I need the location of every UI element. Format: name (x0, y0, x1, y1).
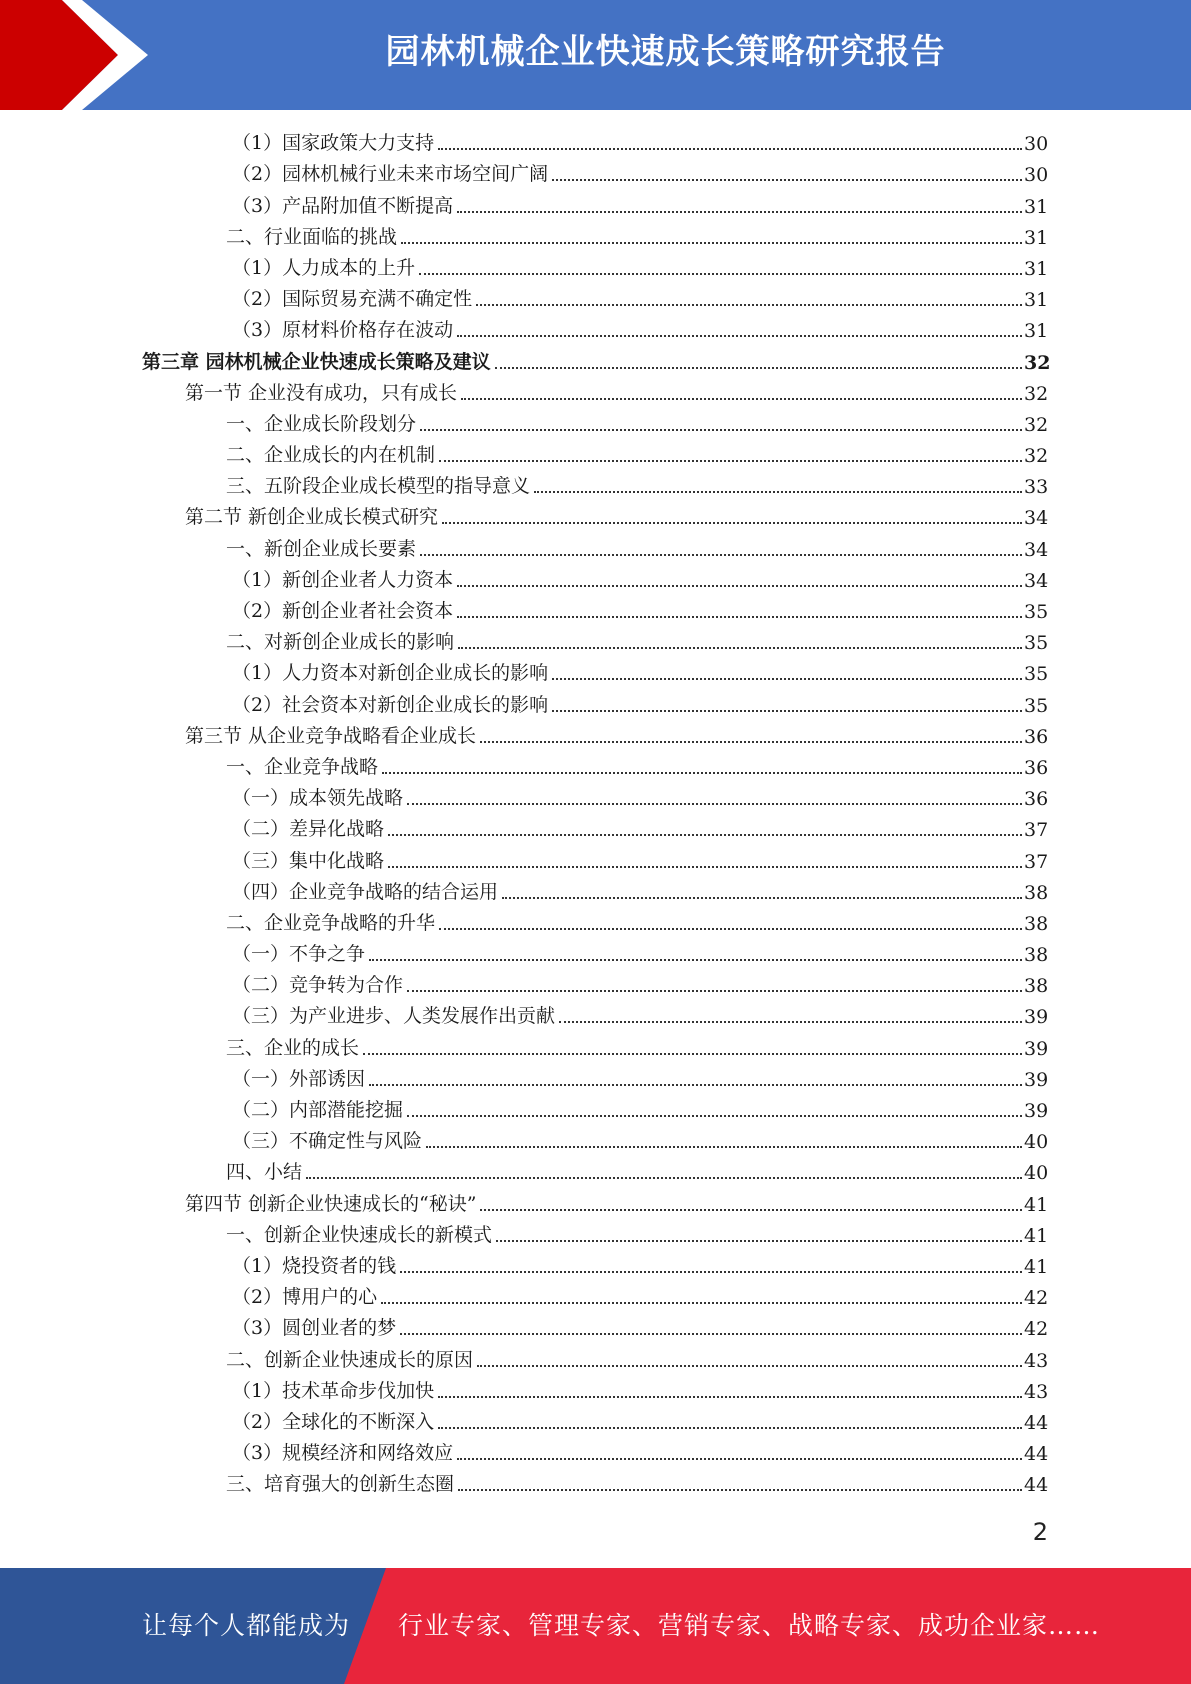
dot-leader (457, 335, 1022, 337)
toc-entry[interactable] (0, 409, 1191, 440)
toc-entry[interactable] (0, 1095, 1191, 1126)
toc-entry-title: （二）差异化战略 (232, 818, 385, 841)
toc-entry-title: （三）不确定性与风险 (232, 1130, 423, 1153)
toc-entry[interactable] (0, 1344, 1191, 1375)
dot-leader (477, 1365, 1022, 1367)
toc-entry-page: 36 (1024, 756, 1049, 779)
toc-entry-page: 32 (1024, 382, 1049, 405)
toc-entry-title: 第二节 新创企业成长模式研究 (185, 506, 439, 529)
toc-entry[interactable] (0, 1126, 1191, 1157)
dot-leader (400, 1271, 1022, 1273)
toc-entry[interactable] (0, 1188, 1191, 1219)
toc-entry[interactable] (0, 128, 1191, 159)
toc-entry-page: 32 (1024, 413, 1049, 436)
dot-leader (426, 1146, 1022, 1148)
toc-entry-page: 38 (1024, 944, 1049, 967)
toc-entry-page: 36 (1024, 788, 1049, 811)
dot-leader (363, 1053, 1022, 1055)
toc-entry-page: 34 (1024, 569, 1049, 592)
dot-leader (457, 585, 1022, 587)
toc-entry-page: 31 (1024, 226, 1049, 249)
toc-entry-title: （二）内部潜能挖掘 (232, 1099, 404, 1121)
toc-entry-title: （一）不争之争 (232, 943, 366, 966)
dot-leader (457, 616, 1022, 618)
dot-leader (457, 1458, 1022, 1460)
dot-leader (438, 1396, 1022, 1398)
toc-entry-title: （1）技术革命步伐加快 (232, 1379, 435, 1402)
toc-entry-title: （3）规模经济和网络效应 (232, 1442, 454, 1465)
dot-leader (559, 1021, 1022, 1023)
dot-leader (407, 1115, 1022, 1117)
toc-entry[interactable] (0, 190, 1191, 221)
dot-leader (480, 741, 1022, 743)
toc-entry-title: 二、企业竞争战略的升华 (226, 911, 436, 934)
toc-entry-title: （2）新创企业者社会资本 (232, 600, 454, 622)
toc-entry[interactable] (0, 908, 1191, 939)
toc-entry[interactable] (0, 346, 1191, 377)
toc-entry-page: 43 (1024, 1349, 1049, 1372)
page-number: 2 (1032, 1518, 1048, 1546)
toc-entry-page: 42 (1024, 1287, 1049, 1310)
toc-entry-page: 37 (1024, 850, 1049, 873)
toc-entry[interactable] (0, 1282, 1191, 1313)
toc-entry-page: 44 (1024, 1474, 1049, 1497)
toc-entry-page: 31 (1024, 289, 1049, 312)
toc-entry-page: 38 (1024, 881, 1049, 904)
dot-leader (439, 928, 1022, 930)
toc-entry[interactable] (0, 783, 1191, 814)
toc-entry[interactable] (0, 752, 1191, 783)
toc-entry-page: 39 (1024, 1037, 1049, 1060)
toc-entry[interactable] (0, 627, 1191, 658)
toc-entry-page: 40 (1024, 1131, 1049, 1154)
toc-entry[interactable] (0, 1032, 1191, 1063)
page-footer (0, 1568, 1191, 1684)
toc-entry-title: （三）集中化战略 (232, 849, 385, 872)
toc-entry-title: 三、企业的成长 (226, 1036, 360, 1059)
toc-entry[interactable] (0, 284, 1191, 315)
dot-leader (381, 1302, 1022, 1304)
toc-entry-page: 39 (1024, 1006, 1049, 1029)
toc-entry-title: （1）人力资本对新创企业成长的影响 (232, 662, 549, 685)
toc-entry[interactable] (0, 814, 1191, 845)
toc-entry-page: 39 (1024, 1068, 1049, 1091)
dot-leader (420, 429, 1022, 431)
dot-leader (495, 367, 1022, 369)
dot-leader (407, 803, 1022, 805)
toc-entry-title: （2）国际贸易充满不确定性 (232, 288, 473, 311)
toc-entry[interactable] (0, 222, 1191, 253)
toc-entry-title: （2）社会资本对新创企业成长的影响 (232, 693, 549, 716)
toc-entry[interactable] (0, 658, 1191, 689)
toc-entry-page: 44 (1024, 1411, 1049, 1434)
toc-entry-page: 37 (1024, 819, 1049, 842)
toc-entry-page: 33 (1024, 476, 1049, 499)
toc-entry[interactable] (0, 1469, 1191, 1500)
toc-entry[interactable] (0, 159, 1191, 190)
toc-entry[interactable] (0, 565, 1191, 596)
report-title: 园林机械企业快速成长策略研究报告 (385, 32, 946, 72)
toc-entry-title: （1）新创企业者人力资本 (232, 568, 454, 591)
footer-slogan-left: 让每个人都能成为 (142, 1611, 351, 1640)
toc-entry-title: 一、创新企业快速成长的新模式 (226, 1223, 493, 1246)
toc-entry-title: 一、企业成长阶段划分 (226, 412, 417, 435)
toc-entry[interactable] (0, 1064, 1191, 1095)
toc-entry-page: 31 (1024, 195, 1049, 218)
dot-leader (438, 148, 1022, 150)
dot-leader (407, 990, 1022, 992)
toc-entry-title: 二、企业成长的内在机制 (226, 444, 436, 467)
toc-entry-page: 31 (1024, 320, 1049, 343)
toc-entry[interactable] (0, 939, 1191, 970)
toc-entry-title: （3）产品附加值不断提高 (232, 194, 454, 217)
dot-leader (552, 678, 1022, 680)
toc-entry-title: 一、新创企业成长要素 (226, 537, 417, 560)
dot-leader (458, 647, 1022, 649)
toc-entry-title: （1）烧投资者的钱 (232, 1254, 397, 1277)
toc-entry-title: （一）外部诱因 (232, 1067, 366, 1090)
toc-entry-page: 30 (1024, 133, 1049, 156)
toc-entry-title: （1）人力成本的上升 (232, 256, 416, 279)
toc-entry-title: 第三节 从企业竞争战略看企业成长 (185, 724, 477, 747)
toc-entry-title: 二、行业面临的挑战 (226, 225, 398, 248)
dot-leader (420, 554, 1022, 556)
toc-entry[interactable] (0, 877, 1191, 908)
toc-entry-title: 三、五阶段企业成长模型的指导意义 (226, 475, 531, 498)
toc-entry-page: 34 (1024, 507, 1049, 530)
toc-entry-title: （2）园林机械行业未来市场空间广阔 (232, 163, 549, 186)
dot-leader (496, 1240, 1022, 1242)
toc-entry-page: 43 (1024, 1380, 1049, 1403)
toc-entry-page: 41 (1024, 1193, 1049, 1216)
toc-entry-title: 第一节 企业没有成功，只有成长 (185, 381, 458, 404)
toc-entry[interactable] (0, 1376, 1191, 1407)
dot-leader (438, 1427, 1022, 1429)
dot-leader (476, 304, 1022, 306)
toc-entry[interactable] (0, 721, 1191, 752)
toc-entry[interactable] (0, 502, 1191, 533)
dot-leader (369, 959, 1022, 961)
toc-entry[interactable] (0, 253, 1191, 284)
toc-entry-title: 三、培育强大的创新生态圈 (226, 1473, 455, 1496)
toc-entry-page: 41 (1024, 1224, 1049, 1247)
dot-leader (480, 1209, 1022, 1211)
toc-entry-page: 35 (1024, 632, 1049, 655)
toc-entry[interactable] (0, 471, 1191, 502)
toc-entry[interactable] (0, 378, 1191, 409)
toc-entry-title: （二）竞争转为合作 (232, 974, 404, 997)
toc-entry-page: 42 (1024, 1318, 1049, 1341)
toc-entry-title: 一、企业竞争战略 (226, 755, 379, 778)
toc-entry[interactable] (0, 1220, 1191, 1251)
dot-leader (369, 1084, 1022, 1086)
dot-leader (419, 273, 1022, 275)
toc-entry-title: （2）全球化的不断深入 (232, 1410, 435, 1433)
table-of-contents (0, 128, 1191, 1500)
toc-entry[interactable] (0, 1001, 1191, 1032)
toc-entry-title: 四、小结 (226, 1161, 303, 1184)
dot-leader (458, 1489, 1022, 1491)
toc-entry[interactable] (0, 1157, 1191, 1188)
toc-entry-page: 39 (1024, 1100, 1049, 1122)
toc-entry-title: （2）博用户的心 (232, 1286, 378, 1309)
toc-entry-page: 38 (1024, 912, 1049, 935)
toc-entry-page: 44 (1024, 1443, 1049, 1466)
toc-entry-page: 41 (1024, 1255, 1049, 1278)
dot-leader (461, 398, 1022, 400)
dot-leader (306, 1177, 1022, 1179)
toc-entry[interactable] (0, 1313, 1191, 1344)
dot-leader (401, 242, 1022, 244)
toc-entry-title: （一）成本领先战略 (232, 787, 404, 810)
toc-entry-title: 二、创新企业快速成长的原因 (226, 1348, 474, 1371)
dot-leader (388, 834, 1022, 836)
dot-leader (388, 866, 1022, 868)
toc-entry[interactable] (0, 315, 1191, 346)
toc-entry-page: 31 (1024, 257, 1049, 280)
toc-entry[interactable] (0, 596, 1191, 627)
toc-entry-page: 32 (1024, 351, 1051, 374)
toc-entry[interactable] (0, 533, 1191, 564)
toc-entry-title: （四）企业竞争战略的结合运用 (232, 880, 499, 903)
toc-entry-title: （三）为产业进步、人类发展作出贡献 (232, 1005, 556, 1028)
dot-leader (400, 1333, 1022, 1335)
toc-entry-page: 30 (1024, 164, 1049, 187)
dot-leader (552, 710, 1022, 712)
toc-entry-title: 二、对新创企业成长的影响 (226, 631, 455, 654)
toc-entry-page: 35 (1024, 601, 1049, 623)
toc-entry[interactable] (0, 1251, 1191, 1282)
toc-entry[interactable] (0, 440, 1191, 471)
toc-entry-page: 35 (1024, 694, 1049, 717)
dot-leader (442, 522, 1022, 524)
dot-leader (534, 491, 1022, 493)
toc-entry-title: （3）圆创业者的梦 (232, 1317, 397, 1340)
toc-entry-page: 36 (1024, 725, 1049, 748)
dot-leader (552, 179, 1022, 181)
toc-entry-title: （3）原材料价格存在波动 (232, 319, 454, 342)
toc-entry-page: 38 (1024, 975, 1049, 998)
toc-entry-title: 第三章 园林机械企业快速成长策略及建议 (142, 350, 491, 373)
chevron-arrow-icon (0, 0, 160, 110)
dot-leader (502, 897, 1022, 899)
footer-slogan-right: 行业专家、管理专家、营销专家、战略专家、成功企业家…… (398, 1611, 1101, 1640)
toc-entry[interactable] (0, 845, 1191, 876)
toc-entry[interactable] (0, 1438, 1191, 1469)
toc-entry[interactable] (0, 1407, 1191, 1438)
toc-entry-page: 35 (1024, 663, 1049, 686)
dot-leader (439, 460, 1022, 462)
dot-leader (457, 211, 1022, 213)
page-header (0, 0, 1191, 110)
toc-entry-page: 34 (1024, 538, 1049, 561)
toc-entry[interactable] (0, 970, 1191, 1001)
toc-entry-page: 32 (1024, 445, 1049, 468)
toc-entry[interactable] (0, 689, 1191, 720)
toc-entry-title: （1）国家政策大力支持 (232, 132, 435, 155)
toc-entry-title: 第四节 创新企业快速成长的“秘诀” (185, 1192, 477, 1215)
toc-entry-page: 40 (1024, 1162, 1049, 1185)
dot-leader (382, 772, 1022, 774)
